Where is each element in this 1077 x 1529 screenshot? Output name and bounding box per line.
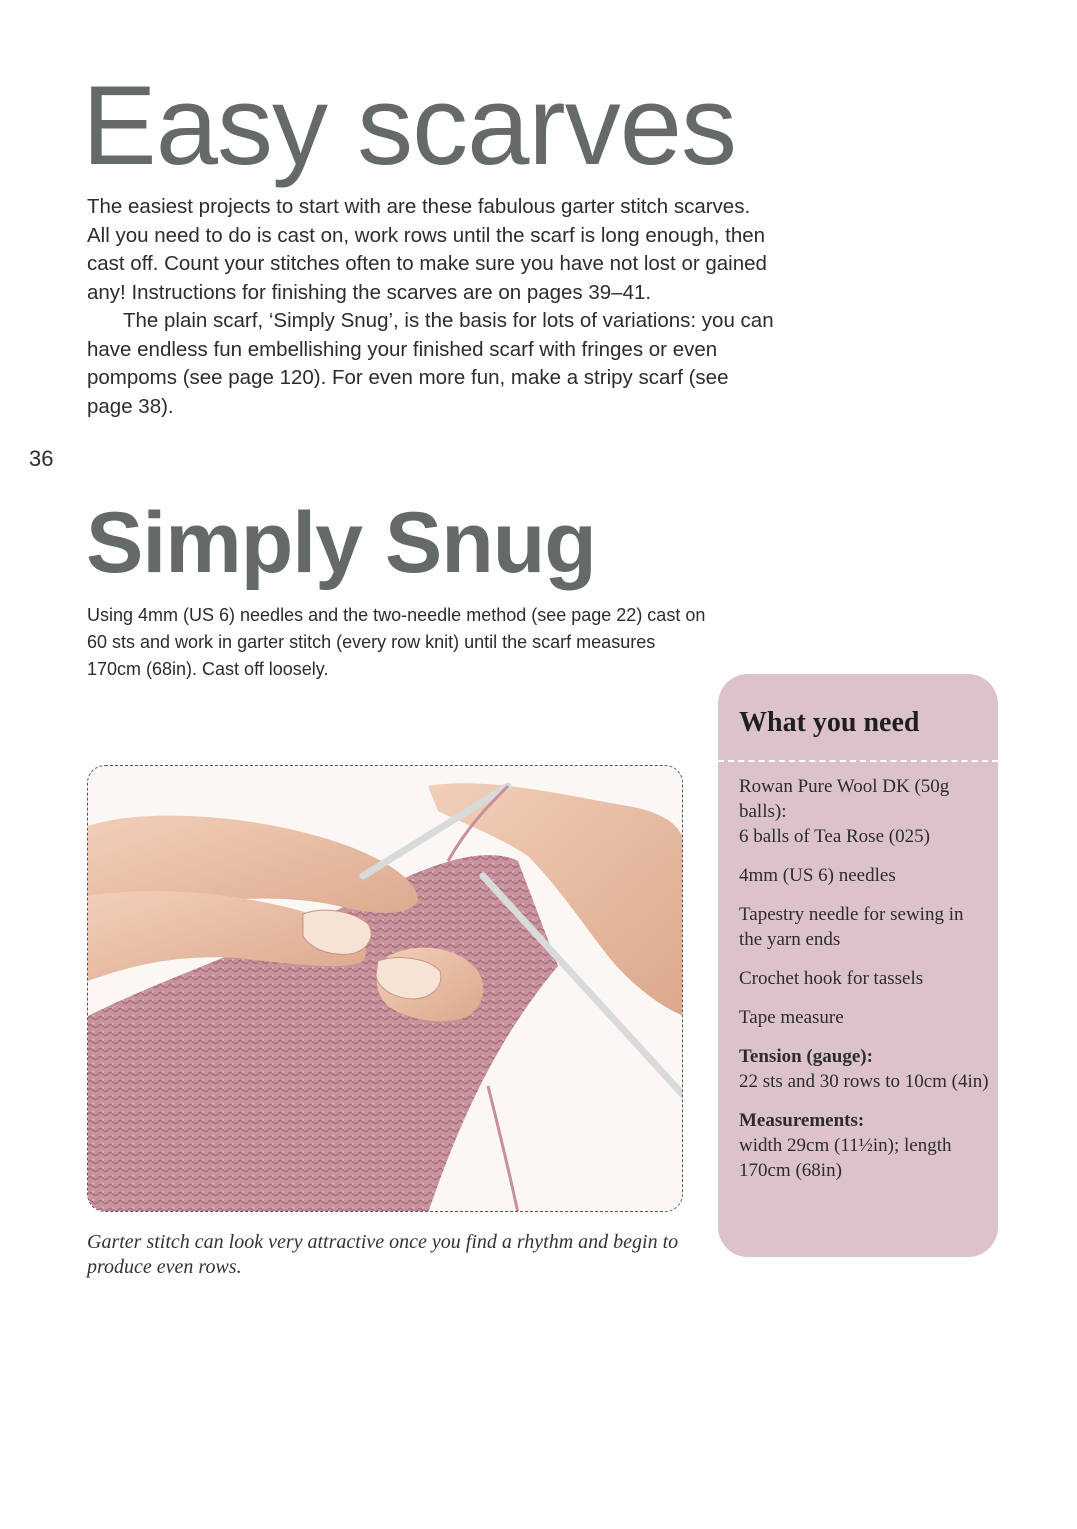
page-number: 36: [29, 446, 54, 471]
crochet-hook-item: Crochet hook for tassels: [739, 968, 924, 989]
measurements-label: Measurements:: [739, 1110, 865, 1131]
photo-caption: Garter stitch can look very attractive once you find a rhythm and begin to produce even rows.: [87, 1231, 679, 1278]
yarn-line-2: 6 balls of Tea Rose (025): [739, 826, 930, 847]
tension-value: 22 sts and 30 rows to 10cm (4in): [739, 1071, 989, 1092]
intro-paragraph-1: The easiest projects to start with are these fabulous garter stitch scarves. All you need to do is cast on, work rows until the scarf is long enough, then cast off. Count your stitches often to make sure you have not lost or gained any! Instructions for finishing the scarves are on pages 39–41.: [87, 195, 767, 304]
tension-label: Tension (gauge):: [739, 1046, 873, 1067]
tape-measure-item: Tape measure: [739, 1007, 844, 1028]
measurements-value: width 29cm (11½in); length 170cm (68in): [739, 1135, 952, 1181]
yarn-line-1: Rowan Pure Wool DK (50g balls):: [739, 776, 950, 822]
materials-list: [739, 774, 989, 1197]
intro-paragraph-2: The plain scarf, ‘Simply Snug’, is the basis for lots of variations: you can have endless fun embellishing your finished scarf with fringes or even pompoms (see page 120). For even more fun, make a stripy scarf (see page 38).: [87, 309, 774, 418]
page-title: Easy scarves: [82, 63, 736, 188]
what-you-need-title: What you need: [739, 707, 920, 738]
intro-text: [87, 193, 777, 421]
knitting-photo: [87, 765, 683, 1212]
panel-divider: [718, 760, 998, 762]
project-instructions: Using 4mm (US 6) needles and the two-needle method (see page 22) cast on 60 sts and work in garter stitch (every row knit) until the scarf measures 170cm (68in). Cast off loosely.: [87, 605, 706, 679]
needles-item: 4mm (US 6) needles: [739, 865, 896, 886]
tapestry-needle-item: Tapestry needle for sewing in the yarn ends: [739, 904, 964, 950]
what-you-need-panel: [718, 674, 998, 1257]
project-title: Simply Snug: [86, 495, 596, 591]
